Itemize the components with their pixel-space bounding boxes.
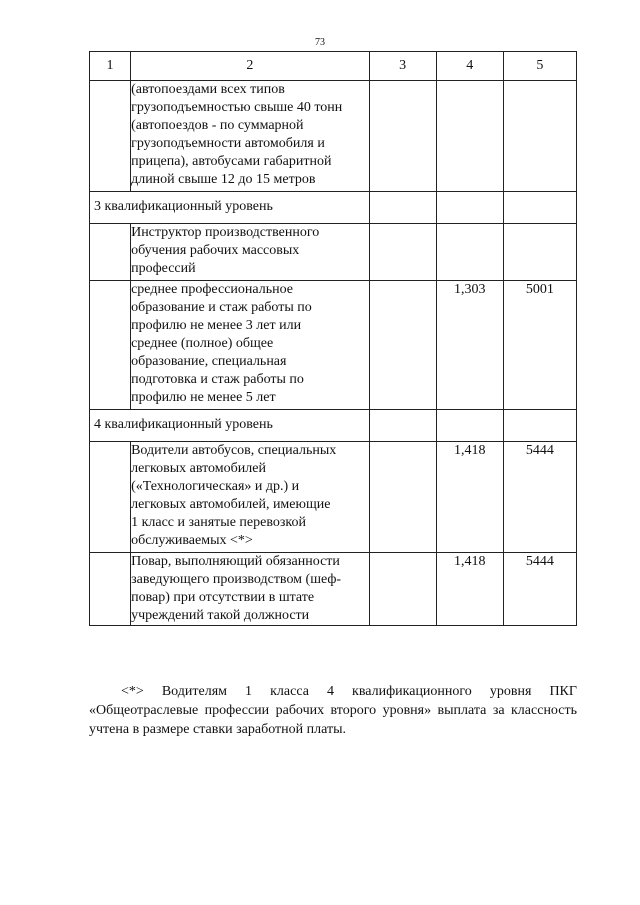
- page-number: 73: [315, 37, 325, 48]
- header-cell-5: 5: [503, 52, 576, 81]
- empty-cell: [436, 410, 503, 442]
- empty-cell: [369, 410, 436, 442]
- qualification-level-row: [90, 192, 577, 224]
- salary-cell: 5001: [503, 281, 576, 410]
- footnote-text: <*> Водителям 1 класса 4 квалификационного уровня ПКГ «Общеотраслевые профессии рабочих второго уровня» выплата за классность учтена в размере ставки заработной платы.: [89, 684, 577, 737]
- empty-cell: [90, 553, 131, 626]
- empty-cell: [436, 192, 503, 224]
- coefficient-cell: [436, 224, 503, 281]
- empty-cell: [90, 442, 131, 553]
- salary-cell: [503, 224, 576, 281]
- table-row: [90, 81, 577, 192]
- empty-cell: [503, 192, 576, 224]
- header-cell-3: 3: [369, 52, 436, 81]
- empty-cell: [369, 81, 436, 192]
- empty-cell: [369, 442, 436, 553]
- salary-cell: 5444: [503, 442, 576, 553]
- table-row: [90, 281, 577, 410]
- qualification-level-label: 3 квалификационный уровень: [90, 192, 370, 224]
- empty-cell: [369, 553, 436, 626]
- coefficient-cell: [436, 81, 503, 192]
- empty-cell: [503, 410, 576, 442]
- coefficient-cell: 1,418: [436, 553, 503, 626]
- table-row: [90, 442, 577, 553]
- empty-cell: [369, 224, 436, 281]
- header-cell-4: 4: [436, 52, 503, 81]
- coefficient-cell: 1,303: [436, 281, 503, 410]
- position-description: Водители автобусов, специальных легковых автомобилей («Технологическая» и др.) и легковых автомобилей, имеющие 1 класс и занятые перевозкой обслуживаемых <*>: [131, 442, 369, 553]
- position-description: среднее профессиональное образование и стаж работы по профилю не менее 3 лет или среднее (полное) общее образование, специальная подготовка и стаж работы по профилю не менее 5 лет: [131, 281, 369, 410]
- empty-cell: [369, 281, 436, 410]
- empty-cell: [90, 281, 131, 410]
- position-description: (автопоездами всех типов грузоподъемностью свыше 40 тонн (автопоездов - по суммарной грузоподъемности автомобиля и прицепа), автобусами габаритной длиной свыше 12 до 15 метров: [131, 81, 369, 192]
- empty-cell: [90, 224, 131, 281]
- table-header-row: [90, 52, 577, 81]
- table-row: [90, 224, 577, 281]
- table-row: [90, 553, 577, 626]
- empty-cell: [369, 192, 436, 224]
- header-cell-1: 1: [90, 52, 131, 81]
- empty-cell: [90, 81, 131, 192]
- header-cell-2: 2: [131, 52, 369, 81]
- qualification-level-row: [90, 410, 577, 442]
- position-description: Повар, выполняющий обязанности заведующего производством (шеф- повар) при отсутствии в штате учреждений такой должности: [131, 553, 369, 626]
- qualification-level-label: 4 квалификационный уровень: [90, 410, 370, 442]
- coefficient-cell: 1,418: [436, 442, 503, 553]
- qualification-table: [89, 51, 577, 626]
- salary-cell: [503, 81, 576, 192]
- salary-cell: 5444: [503, 553, 576, 626]
- position-description: Инструктор производственного обучения рабочих массовых профессий: [131, 224, 369, 281]
